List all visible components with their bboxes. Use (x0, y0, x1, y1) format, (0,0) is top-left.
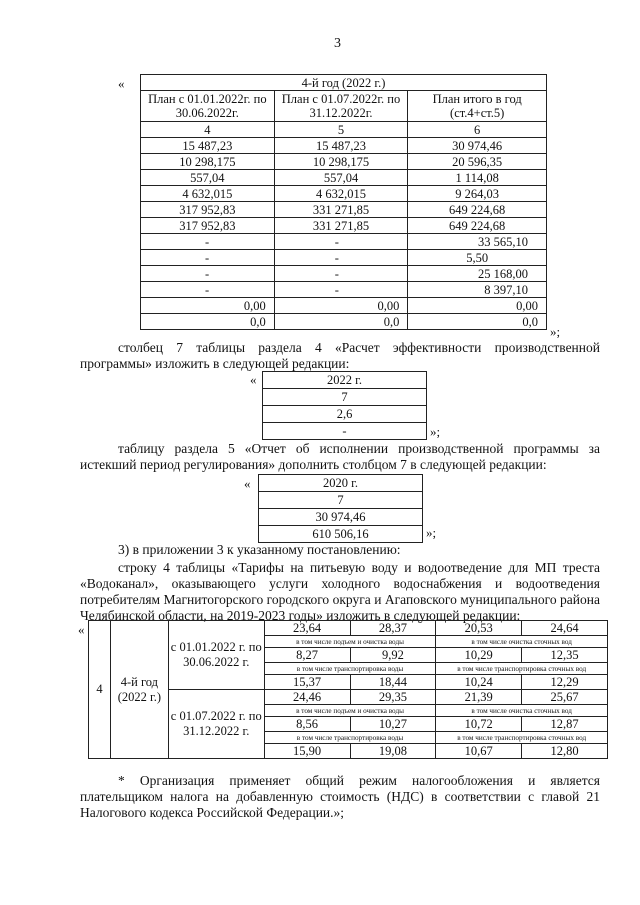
note-sewage-transport: в том числе транспортировка сточных вод (436, 663, 608, 675)
open-quote: « (118, 76, 125, 91)
footnote: * Организация применяет общий режим налогообложения и является плательщиком налога на добавленную стоимость (НДС) в соответствии с главой 21 Налогового кодекса Российской Федерации.»; (80, 773, 600, 820)
table-cell: 557,04 (274, 170, 408, 186)
table-cell: 649 224,68 (408, 218, 547, 234)
table-cell: 12,87 (522, 717, 608, 732)
table-cell: 0,00 (408, 298, 547, 314)
table-cell: 33 565,10 (408, 234, 547, 250)
table-cell: 0,0 (274, 314, 408, 330)
year-header: 4-й год (2022 г.) (141, 75, 547, 91)
table-cell: 30 974,46 (259, 509, 423, 526)
table-cell: 19,08 (350, 744, 436, 759)
table-cell: 15,90 (264, 744, 350, 759)
note-water-transport: в том числе транспортировка воды (264, 663, 436, 675)
col-number: 6 (408, 122, 547, 138)
table-row (141, 218, 547, 234)
table-cell: 0,0 (141, 314, 275, 330)
table-row (141, 250, 547, 266)
table-cell: - (141, 234, 275, 250)
table-cell: 557,04 (141, 170, 275, 186)
table-cell: - (263, 423, 427, 440)
table-cell: 1 114,08 (408, 170, 547, 186)
table-cell: 4 632,015 (274, 186, 408, 202)
year-label: 4-й год (2022 г.) (110, 621, 168, 759)
table-cell: - (274, 250, 408, 266)
table-cell: 21,39 (436, 690, 522, 705)
table-cell: 649 224,68 (408, 202, 547, 218)
close-quote: »; (550, 324, 561, 339)
table-cell: 10 298,175 (274, 154, 408, 170)
table-row (141, 266, 547, 282)
table-cell: 317 952,83 (141, 218, 275, 234)
table-cell: 24,46 (264, 690, 350, 705)
table-cell: - (274, 234, 408, 250)
table-row (141, 234, 547, 250)
table-cell: 8 397,10 (408, 282, 547, 298)
close-quote: »; (430, 424, 441, 439)
note-water-lift: в том числе подъем и очистка воды (264, 705, 436, 717)
col-number: 5 (274, 122, 408, 138)
col-header-2: План с 01.07.2022г. по 31.12.2022г. (274, 91, 408, 122)
tariff-table (88, 620, 608, 759)
paragraph-appendix3: 3) в приложении 3 к указанному постановлению: (118, 542, 401, 557)
table-cell: 12,29 (522, 675, 608, 690)
table-cell: 30 974,46 (408, 138, 547, 154)
table-cell: 15 487,23 (274, 138, 408, 154)
table-cell: 15 487,23 (141, 138, 275, 154)
table-cell: 18,44 (350, 675, 436, 690)
table-cell: - (274, 282, 408, 298)
table-cell: 10,67 (436, 744, 522, 759)
table-cell: 2022 г. (263, 372, 427, 389)
table-cell: 24,64 (522, 621, 608, 636)
table-cell: 331 271,85 (274, 218, 408, 234)
table-cell: 2020 г. (259, 475, 423, 492)
note-sewage-clean: в том числе очистка сточных вод (436, 705, 608, 717)
table-cell: 10 298,175 (141, 154, 275, 170)
table-cell: - (141, 266, 275, 282)
table-cell: 4 632,015 (141, 186, 275, 202)
open-quote: « (244, 476, 251, 491)
table-cell: 317 952,83 (141, 202, 275, 218)
table-row (141, 186, 547, 202)
paragraph-row4: строку 4 таблицы «Тарифы на питьевую воду и водоотведение для МП треста «Водоканал», оказывающего услуги холодного водоснабжения и водоотведения потребителям Магнитогорского городского округа и Агаповского муниципального района Челябинской области, на 2019-2023 годы» изложить в следующей редакции: (80, 560, 600, 623)
table-cell: 15,37 (264, 675, 350, 690)
paragraph-column7: столбец 7 таблицы раздела 4 «Расчет эффективности производственной программы» изложить в следующей редакции: (80, 340, 600, 371)
table-row (141, 298, 547, 314)
table-cell: 0,0 (408, 314, 547, 330)
table-cell: - (141, 250, 275, 266)
note-sewage-clean: в том числе очистка сточных вод (436, 636, 608, 648)
col-header-3: План итого в год (ст.4+ст.5) (408, 91, 547, 122)
table-cell: 7 (259, 492, 423, 509)
table-cell: 20 596,35 (408, 154, 547, 170)
table-cell: 20,53 (436, 621, 522, 636)
table-cell: 9,92 (350, 648, 436, 663)
table-cell: 10,27 (350, 717, 436, 732)
table-cell: 12,35 (522, 648, 608, 663)
note-water-lift: в том числе подъем и очистка воды (264, 636, 436, 648)
table-cell: - (274, 266, 408, 282)
table-cell: 12,80 (522, 744, 608, 759)
table-cell: 25 168,00 (408, 266, 547, 282)
report-table (258, 474, 423, 543)
paragraph-report: таблицу раздела 5 «Отчет об исполнении производственной программы за истекший период регулирования» дополнить столбцом 7 в следующей редакции: (80, 441, 600, 472)
open-quote: « (250, 372, 257, 387)
table-cell: 10,72 (436, 717, 522, 732)
table-cell: 10,29 (436, 648, 522, 663)
row-number: 4 (89, 621, 111, 759)
table-row (141, 154, 547, 170)
table-row (141, 202, 547, 218)
table-cell: 0,00 (141, 298, 275, 314)
table-cell: 29,35 (350, 690, 436, 705)
close-quote: »; (426, 525, 437, 540)
table-row (141, 314, 547, 330)
note-water-transport: в том числе транспортировка воды (264, 732, 436, 744)
note-sewage-transport: в том числе транспортировка сточных вод (436, 732, 608, 744)
page-number: 3 (334, 36, 341, 51)
table-cell: 8,56 (264, 717, 350, 732)
table-cell: 9 264,03 (408, 186, 547, 202)
table-cell: 0,00 (274, 298, 408, 314)
table-row (141, 170, 547, 186)
table-cell: 8,27 (264, 648, 350, 663)
period-label: с 01.01.2022 г. по 30.06.2022 г. (168, 621, 264, 690)
table-cell: 10,24 (436, 675, 522, 690)
col-number: 4 (141, 122, 275, 138)
table-cell: 7 (263, 389, 427, 406)
table-cell: 5,50 (408, 250, 547, 266)
table-cell: 331 271,85 (274, 202, 408, 218)
col-header-1: План с 01.01.2022г. по 30.06.2022г. (141, 91, 275, 122)
table-row (141, 282, 547, 298)
table-cell: 23,64 (264, 621, 350, 636)
table-cell: - (141, 282, 275, 298)
table-cell: 2,6 (263, 406, 427, 423)
table-cell: 28,37 (350, 621, 436, 636)
tariff-plan-table (140, 74, 547, 330)
efficiency-table (262, 371, 427, 440)
period-label: с 01.07.2022 г. по 31.12.2022 г. (168, 690, 264, 759)
table-row (141, 138, 547, 154)
table-cell: 610 506,16 (259, 526, 423, 543)
open-quote: « (78, 622, 85, 637)
table-cell: 25,67 (522, 690, 608, 705)
